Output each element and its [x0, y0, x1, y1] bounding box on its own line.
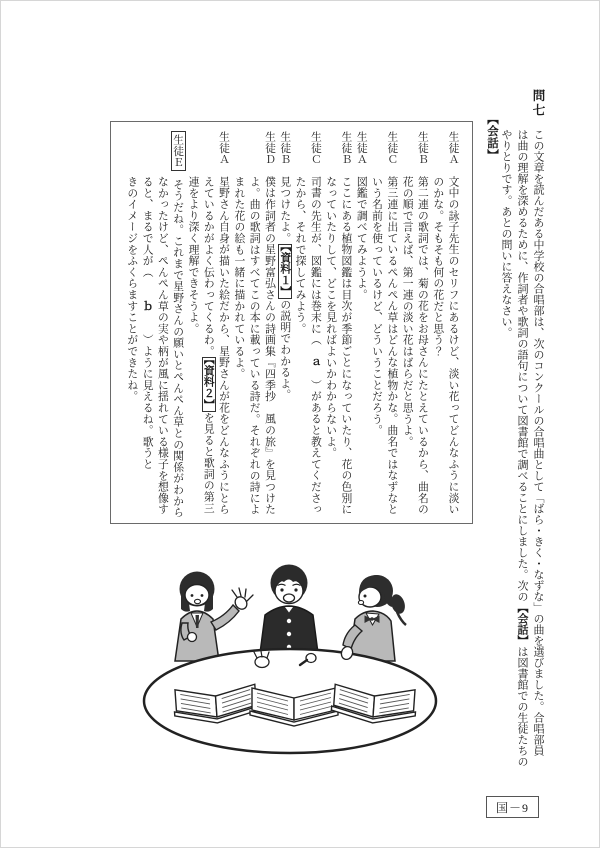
- emphasized-text: 【会話】: [516, 602, 528, 646]
- footer-page-label: 国－9: [495, 800, 529, 815]
- speaker-label: 生徒Ｂ: [279, 131, 292, 165]
- text-line: [200, 131, 215, 514]
- text-line: [170, 131, 185, 518]
- dialogue-turn: [292, 131, 323, 514]
- student-girl-left: [175, 572, 253, 662]
- speaker-label-boxed: 生徒Ｅ: [171, 131, 186, 171]
- speaker-label: 問七: [531, 89, 545, 118]
- dialogue-turn: [231, 131, 277, 514]
- text-line: [445, 131, 460, 514]
- dialogue-text: [124, 131, 461, 518]
- text-line: [139, 131, 154, 514]
- body-text: そうだね。これまで星野さんの願いとぺんぺん草との関係がわから: [172, 178, 185, 518]
- body-text: 星野さん自身が描いた絵だから、星野さんが花をどんなふうにとら: [218, 175, 231, 515]
- dialogue-turn: [277, 131, 292, 514]
- dialogue-turn: [353, 131, 368, 514]
- body-text: なかったけど、ぺんぺん草の実や柄が風に揺れている様子を想像す: [156, 176, 169, 515]
- body-text: は図書館での生徒たちの: [516, 646, 528, 767]
- text-line: [308, 131, 323, 514]
- body-text: 第三連に出ているぺんぺん草はどんな植物かな。曲名ではなずなと: [386, 175, 399, 515]
- speaker-label: 生徒Ｂ: [416, 131, 429, 165]
- uniform-button: [287, 632, 291, 636]
- uniform-button: [287, 619, 291, 623]
- body-text: やりとりです。あとの問いに答えなさい。: [500, 129, 512, 338]
- text-line: [323, 131, 338, 514]
- body-text: 連をより深く理解できそうよ。: [187, 176, 200, 335]
- text-line: [498, 89, 514, 795]
- body-text: ここにある植物図鑑は目次が季節ごとになっていたり、花の色別に: [340, 175, 353, 515]
- text-line: [216, 131, 231, 514]
- body-text: を見ると歌詞の第三: [202, 411, 215, 514]
- body-text: の説明でわかるよ。: [279, 298, 292, 401]
- student-boy-center: [259, 565, 319, 662]
- body-text: 司書の先生が、図鑑には巻末に（: [309, 175, 322, 357]
- speaker-label: 生徒Ｄ: [263, 131, 276, 165]
- body-text: ）ように見えるね。歌うと: [141, 311, 154, 470]
- body-text: えているかがよく伝わってくるわ。: [202, 176, 215, 357]
- emphasized-text: 【資料１】: [279, 245, 292, 297]
- body-text: まれた花の絵も一緒に描かれているよ。: [233, 176, 246, 380]
- text-line: [246, 131, 261, 514]
- text-line: [277, 131, 292, 514]
- speaker-label: 生徒Ｃ: [309, 131, 322, 165]
- body-text: 僕は作詞者の星野富弘さんの詩画集『四季抄 風の旅』を見つけた: [263, 175, 276, 515]
- dialogue-turn: [369, 131, 400, 514]
- speaker-label: 生徒Ａ: [447, 131, 460, 165]
- dialogue-turn: [399, 131, 430, 514]
- body-text: たから、それで探してみよう。: [294, 176, 307, 335]
- text-line: [415, 131, 430, 514]
- body-text: ）があると教えてくださっ: [309, 368, 322, 515]
- footer-page-box: [486, 796, 539, 818]
- body-text: この文章を読んだある中学校の合唱部は、次のコンクールの合唱曲として「ばら・きく・なずな」の曲を選びました。合唱部員: [532, 129, 544, 756]
- text-line: [124, 131, 139, 514]
- body-text: 図鑑で調べてみようよ。: [355, 175, 368, 301]
- text-line: [353, 131, 368, 514]
- emphasized-text: ｂ: [141, 300, 154, 312]
- text-line: [338, 131, 353, 514]
- body-text: 文中の詠子先生のセリフにあるけど、淡い花ってどんなふうに淡い: [447, 175, 460, 515]
- dialogue-turn: [124, 131, 185, 518]
- body-text: 第二連の歌詞では、菊の花をお母さんにたとえているから、曲名の: [416, 175, 429, 515]
- speaker-label: 生徒Ｃ: [386, 131, 399, 165]
- body-text: きのイメージをふくらますことができたね。: [126, 176, 139, 402]
- dialogue-turn: [185, 131, 231, 514]
- speaker-label: 生徒Ａ: [355, 131, 368, 165]
- emphasized-text: 【資料２】: [202, 358, 215, 410]
- emphasized-text: ａ: [309, 356, 322, 369]
- dialogue-box: [110, 121, 473, 524]
- dialogue-turn: [323, 131, 354, 514]
- body-text: なっていたりして、どこを見ればよいかわからないよ。: [325, 176, 338, 459]
- text-line: [430, 131, 445, 514]
- text-line: [231, 131, 246, 514]
- body-text: は曲の理解を深めるために、作詞者や歌詞の語句について図書館で調べることにしました。次の: [516, 129, 528, 602]
- dialogue-turn: [430, 131, 461, 514]
- body-text: いう名前を使っているけど、どういうことだろう。: [371, 176, 384, 436]
- text-line: [530, 89, 546, 795]
- body-text: 見つけたよ。: [279, 175, 292, 244]
- speaker-label: 生徒Ａ: [218, 131, 231, 165]
- body-text: よ。曲の歌詞はすべてこの本に載っている詩だ。それぞれの詩によ: [248, 176, 261, 515]
- students-discussion-illustration: [141, 553, 441, 793]
- text-line: [185, 131, 200, 514]
- kaiwa-heading: 【会話】: [486, 113, 498, 161]
- question-intro: [498, 89, 546, 795]
- text-line: [262, 131, 277, 514]
- text-line: [155, 131, 170, 514]
- text-line: [369, 131, 384, 514]
- text-line: [514, 89, 530, 795]
- text-line: [384, 131, 399, 514]
- student-girl-right: [349, 575, 407, 661]
- body-text: 花の順で言えば、第一連の淡い花はばらだと思うよ。: [401, 176, 414, 448]
- speaker-label: 生徒Ｂ: [340, 131, 353, 165]
- body-text: のかな。そもそも何の花だと思う？: [432, 176, 445, 357]
- text-line: [399, 131, 414, 514]
- text-line: [292, 131, 307, 514]
- body-text: ると、まるで人が（: [141, 176, 154, 301]
